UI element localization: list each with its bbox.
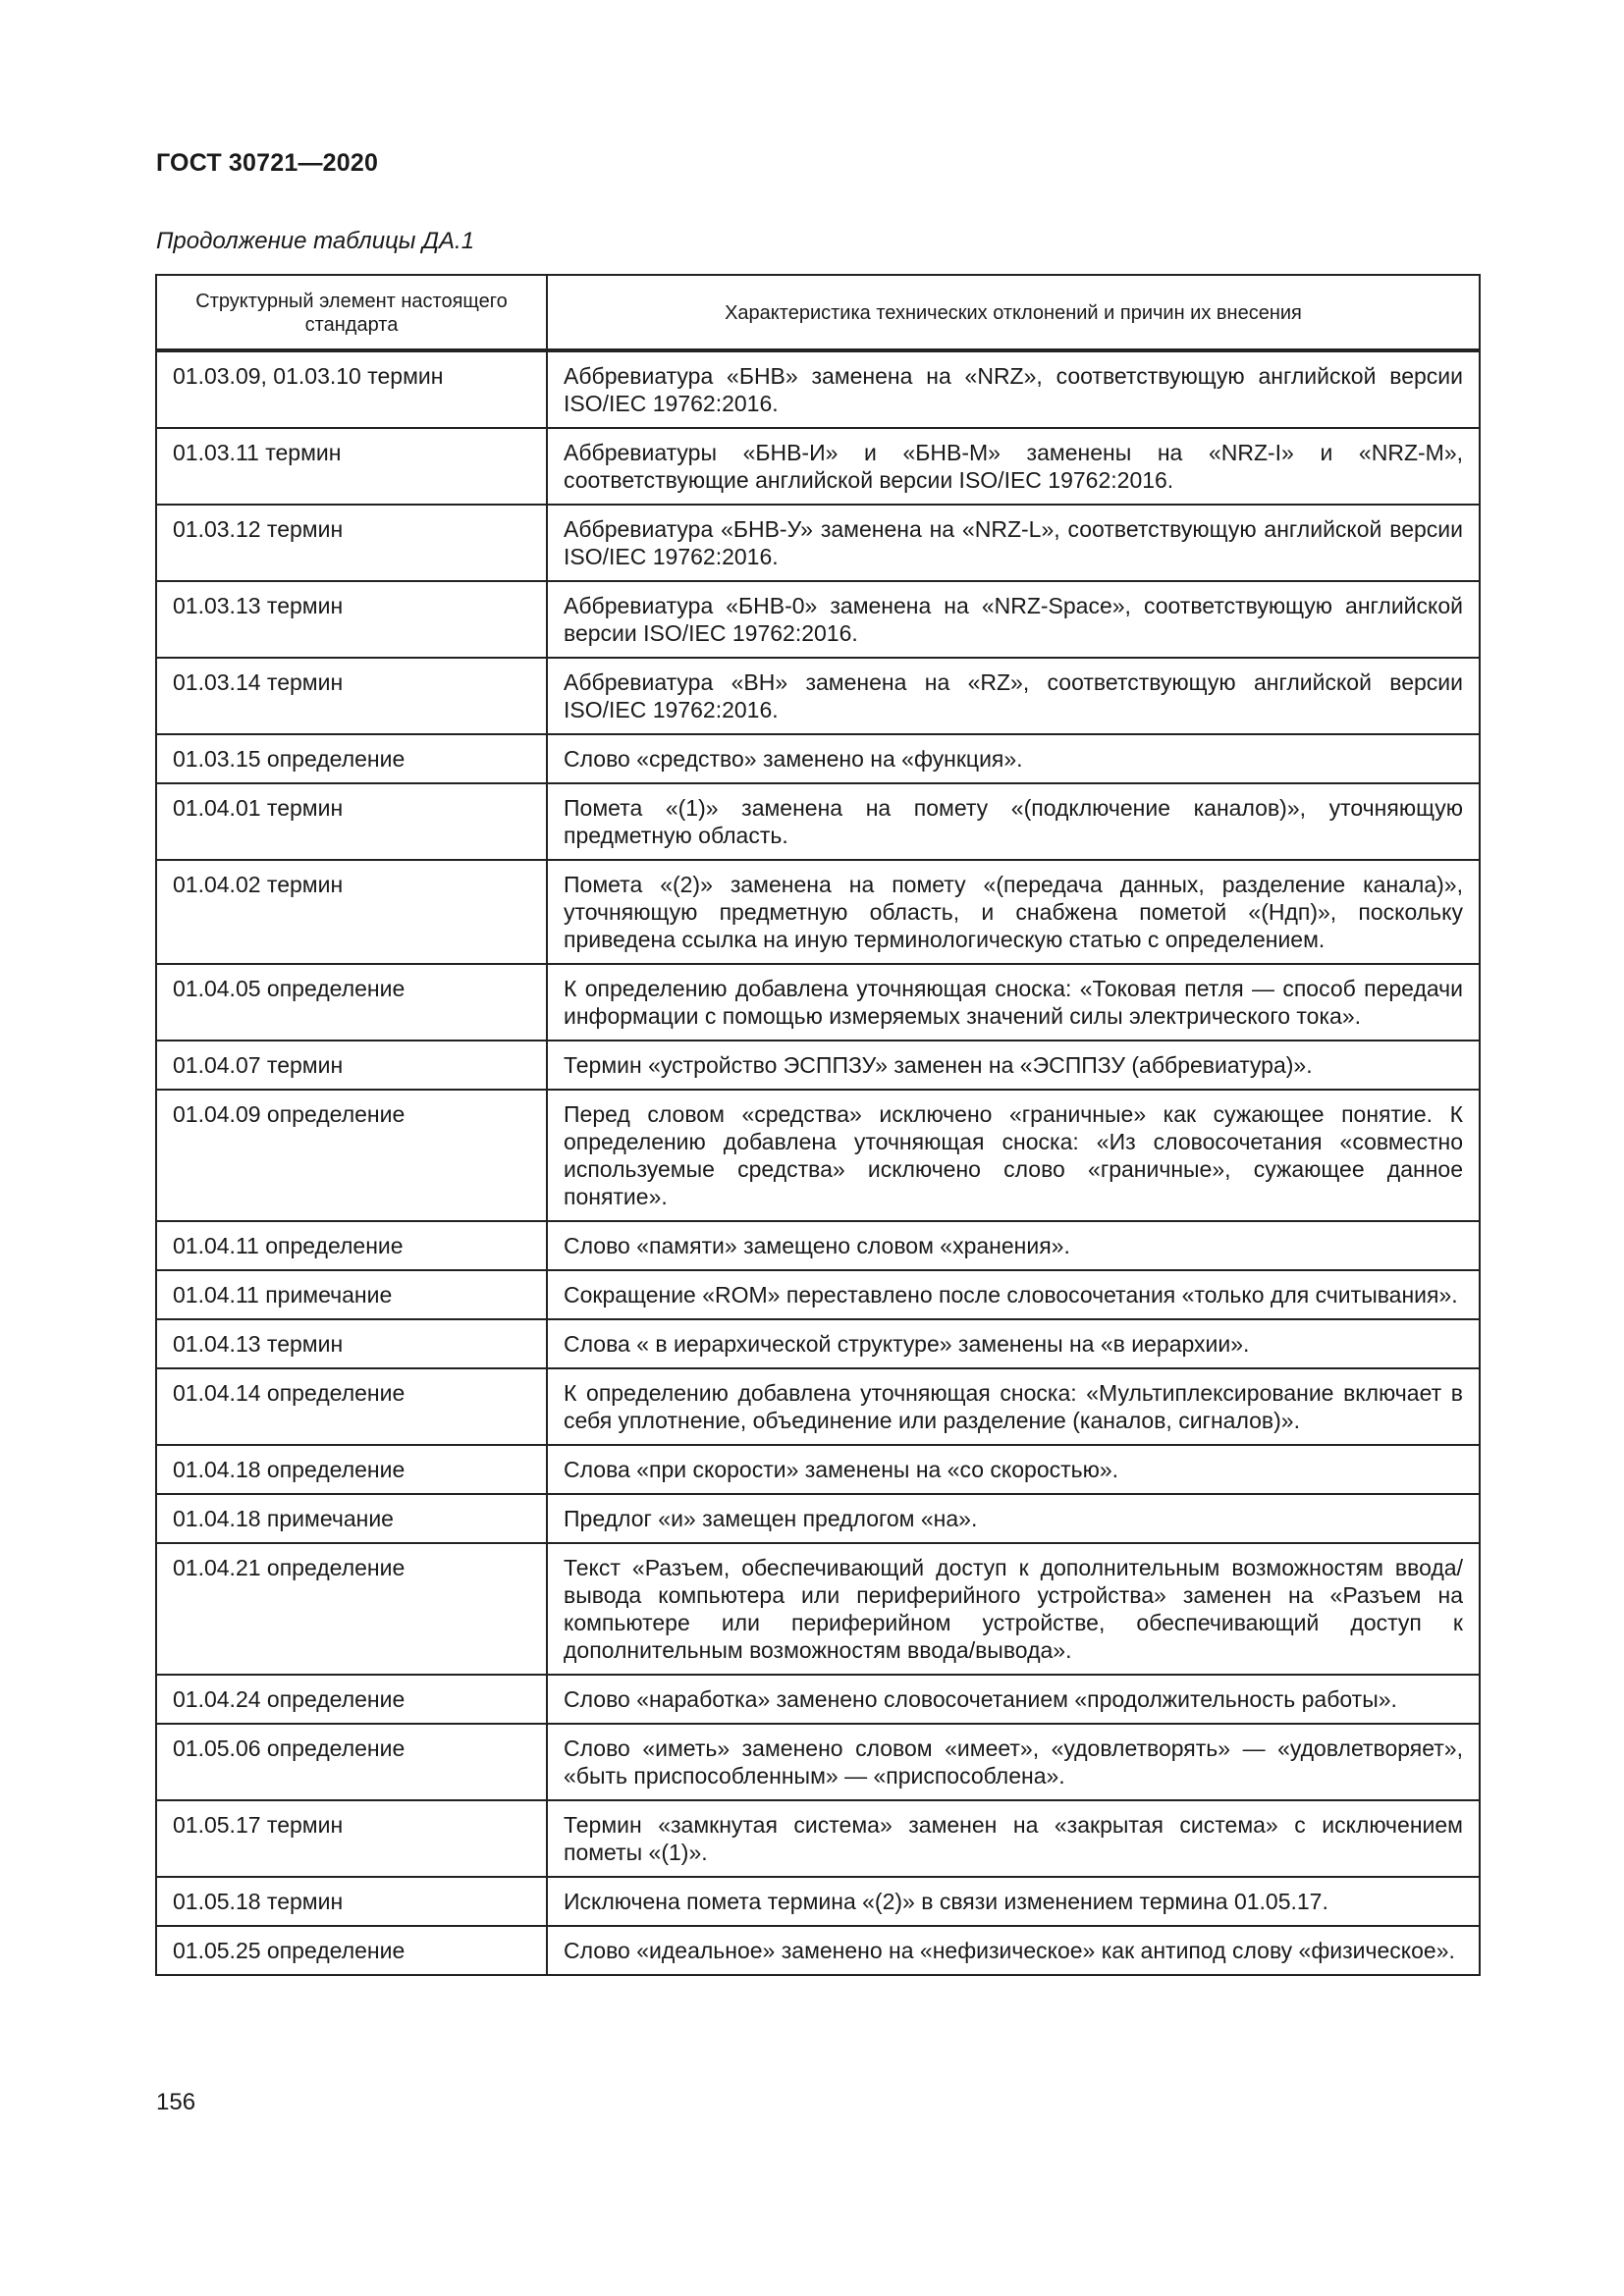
structural-element-cell: 01.04.02 термин [156, 860, 547, 964]
table-row [156, 658, 1480, 734]
table-row [156, 1090, 1480, 1221]
table-row [156, 1877, 1480, 1926]
deviation-description-cell: Предлог «и» замещен предлогом «на». [547, 1494, 1480, 1543]
table-row [156, 1221, 1480, 1270]
deviation-description-cell: Аббревиатура «БНВ-0» заменена на «NRZ-Space», соответствующую английской версии ISO/IEC 19762:2016. [547, 581, 1480, 658]
deviation-description-cell: Аббревиатура «БНВ-У» заменена на «NRZ-L», соответствующую английской версии ISO/IEC 19762:2016. [547, 505, 1480, 581]
deviation-description-cell: Термин «устройство ЭСППЗУ» заменен на «ЭСППЗУ (аббревиатура)». [547, 1041, 1480, 1090]
deviations-table [155, 274, 1481, 1976]
structural-element-cell: 01.04.24 определение [156, 1675, 547, 1724]
structural-element-cell: 01.04.18 примечание [156, 1494, 547, 1543]
table-row [156, 428, 1480, 505]
structural-element-cell: 01.03.09, 01.03.10 термин [156, 350, 547, 428]
table-row [156, 1445, 1480, 1494]
structural-element-cell: 01.04.01 термин [156, 783, 547, 860]
column-header-description: Характеристика технических отклонений и причин их внесения [547, 275, 1480, 350]
table-row [156, 505, 1480, 581]
deviation-description-cell: Текст «Разъем, обеспечивающий доступ к дополнительным возможностям ввода/вывода компьютера или периферийного устройства» заменен на «Разъем на компьютере или периферийном устройстве, обеспечивающий доступ к дополнительным возможностям ввода/вывода». [547, 1543, 1480, 1675]
structural-element-cell: 01.04.21 определение [156, 1543, 547, 1675]
table-row [156, 1800, 1480, 1877]
deviation-description-cell: Перед словом «средства» исключено «граничные» как сужающее понятие. К определению добавлена уточняющая сноска: «Из словосочетания «совместно используемые средства» исключено слово «граничные», сужающее данное понятие». [547, 1090, 1480, 1221]
deviation-description-cell: Слово «иметь» заменено словом «имеет», «удовлетворять» — «удовлетворяет», «быть приспособленным» — «приспособлена». [547, 1724, 1480, 1800]
deviation-description-cell: Термин «замкнутая система» заменен на «закрытая система» с исключением пометы «(1)». [547, 1800, 1480, 1877]
table-row [156, 1724, 1480, 1800]
structural-element-cell: 01.04.05 определение [156, 964, 547, 1041]
structural-element-cell: 01.04.09 определение [156, 1090, 547, 1221]
deviation-description-cell: Слово «идеальное» заменено на «нефизическое» как антипод слову «физическое». [547, 1926, 1480, 1975]
table-body [156, 350, 1480, 1975]
table-row [156, 1494, 1480, 1543]
deviation-description-cell: Исключена помета термина «(2)» в связи изменением термина 01.05.17. [547, 1877, 1480, 1926]
table-row [156, 1926, 1480, 1975]
deviation-description-cell: Слова « в иерархической структуре» заменены на «в иерархии». [547, 1319, 1480, 1368]
document-header: ГОСТ 30721—2020 [156, 149, 379, 177]
deviation-description-cell: Аббревиатура «БНВ» заменена на «NRZ», соответствующую английской версии ISO/IEC 19762:2016. [547, 350, 1480, 428]
structural-element-cell: 01.04.18 определение [156, 1445, 547, 1494]
table-header-row [156, 275, 1480, 350]
deviation-description-cell: Помета «(2)» заменена на помету «(передача данных, разделение канала)», уточняющую предметную область, и снабжена пометой «(Ндп)», поскольку приведена ссылка на иную терминологическую статью с определением. [547, 860, 1480, 964]
table-row [156, 350, 1480, 428]
structural-element-cell: 01.04.13 термин [156, 1319, 547, 1368]
structural-element-cell: 01.03.11 термин [156, 428, 547, 505]
deviation-description-cell: Аббревиатуры «БНВ-И» и «БНВ-М» заменены на «NRZ-I» и «NRZ-M», соответствующие английской версии ISO/IEC 19762:2016. [547, 428, 1480, 505]
structural-element-cell: 01.05.18 термин [156, 1877, 547, 1926]
structural-element-cell: 01.05.25 определение [156, 1926, 547, 1975]
deviation-description-cell: К определению добавлена уточняющая сноска: «Токовая петля — способ передачи информации с помощью измеряемых значений силы электрического тока». [547, 964, 1480, 1041]
table-row [156, 1041, 1480, 1090]
table-row [156, 783, 1480, 860]
deviation-description-cell: Слово «памяти» замещено словом «хранения». [547, 1221, 1480, 1270]
deviation-description-cell: К определению добавлена уточняющая сноска: «Мультиплексирование включает в себя уплотнение, объединение или разделение (каналов, сигналов)». [547, 1368, 1480, 1445]
structural-element-cell: 01.03.15 определение [156, 734, 547, 783]
deviation-description-cell: Аббревиатура «ВН» заменена на «RZ», соответствующую английской версии ISO/IEC 19762:2016. [547, 658, 1480, 734]
table-caption: Продолжение таблицы ДА.1 [156, 228, 475, 254]
structural-element-cell: 01.03.14 термин [156, 658, 547, 734]
deviation-description-cell: Сокращение «ROM» переставлено после словосочетания «только для считывания». [547, 1270, 1480, 1319]
table-row [156, 860, 1480, 964]
column-header-element: Структурный элемент настоящего стандарта [156, 275, 547, 350]
structural-element-cell: 01.03.13 термин [156, 581, 547, 658]
table-row [156, 1675, 1480, 1724]
structural-element-cell: 01.04.07 термин [156, 1041, 547, 1090]
table-row [156, 734, 1480, 783]
structural-element-cell: 01.04.11 примечание [156, 1270, 547, 1319]
structural-element-cell: 01.05.06 определение [156, 1724, 547, 1800]
structural-element-cell: 01.05.17 термин [156, 1800, 547, 1877]
table-row [156, 1368, 1480, 1445]
table-row [156, 964, 1480, 1041]
structural-element-cell: 01.04.14 определение [156, 1368, 547, 1445]
structural-element-cell: 01.04.11 определение [156, 1221, 547, 1270]
table-row [156, 1543, 1480, 1675]
table-row [156, 1270, 1480, 1319]
deviation-description-cell: Помета «(1)» заменена на помету «(подключение каналов)», уточняющую предметную область. [547, 783, 1480, 860]
deviation-description-cell: Слово «средство» заменено на «функция». [547, 734, 1480, 783]
deviation-description-cell: Слова «при скорости» заменены на «со скоростью». [547, 1445, 1480, 1494]
deviations-table-container [155, 274, 1479, 1976]
deviation-description-cell: Слово «наработка» заменено словосочетанием «продолжительность работы». [547, 1675, 1480, 1724]
table-row [156, 1319, 1480, 1368]
page-number: 156 [156, 2089, 196, 2115]
structural-element-cell: 01.03.12 термин [156, 505, 547, 581]
table-row [156, 581, 1480, 658]
